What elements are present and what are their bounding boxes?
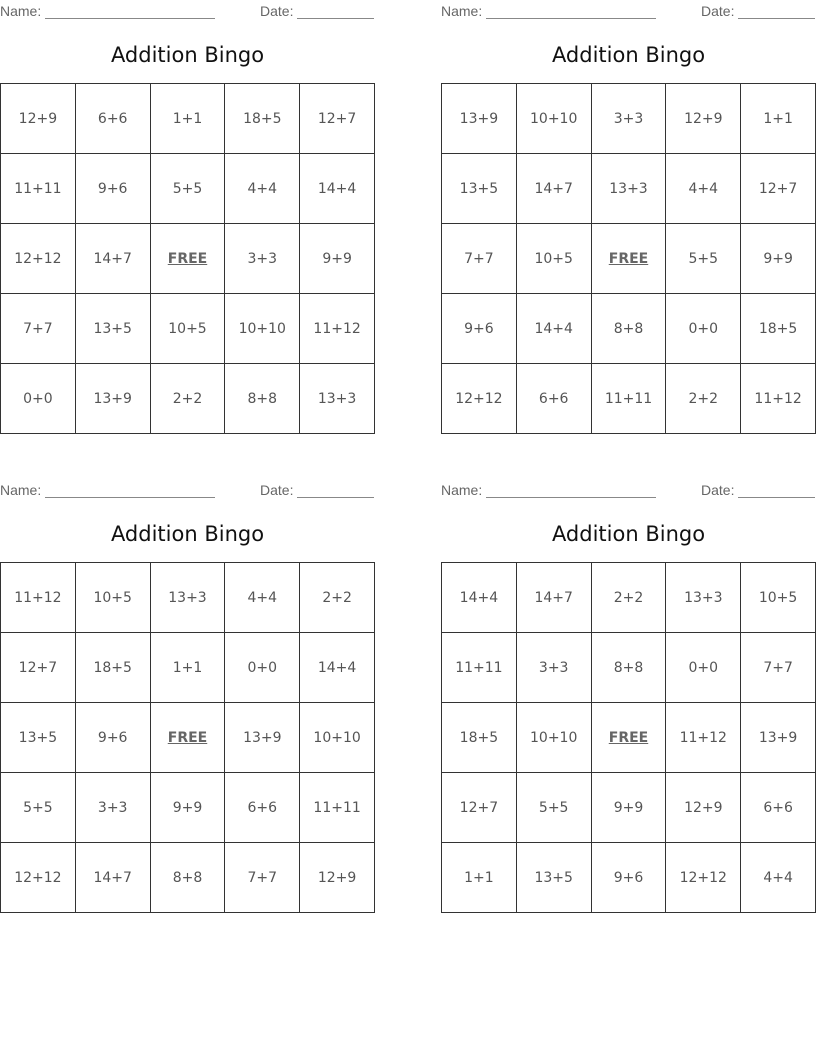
date-blank-line[interactable] (738, 5, 815, 19)
bingo-cell[interactable]: 3+3 (517, 633, 592, 703)
bingo-cell[interactable]: 13+3 (592, 154, 667, 224)
bingo-cell[interactable]: 7+7 (225, 843, 300, 913)
bingo-cell[interactable]: 12+12 (442, 364, 517, 434)
date-blank-line[interactable] (297, 5, 374, 19)
bingo-cell[interactable]: 12+9 (666, 84, 741, 154)
name-field[interactable] (441, 3, 656, 19)
bingo-cell[interactable]: 9+6 (76, 154, 151, 224)
date-label: Date: (701, 482, 735, 498)
name-label: Name: (0, 482, 42, 498)
bingo-cell[interactable]: 8+8 (225, 364, 300, 434)
bingo-cell[interactable]: 1+1 (151, 84, 226, 154)
bingo-cell[interactable]: 5+5 (666, 224, 741, 294)
bingo-cell[interactable]: 10+10 (517, 703, 592, 773)
bingo-cell[interactable]: 13+9 (76, 364, 151, 434)
bingo-cell[interactable]: 13+5 (76, 294, 151, 364)
date-label: Date: (260, 482, 294, 498)
name-blank-line[interactable] (486, 5, 656, 19)
bingo-cell[interactable]: 9+6 (76, 703, 151, 773)
bingo-grid (441, 562, 816, 913)
name-blank-line[interactable] (45, 5, 215, 19)
bingo-cell[interactable]: 11+11 (300, 773, 375, 843)
bingo-cell[interactable]: 4+4 (741, 843, 816, 913)
name-field[interactable] (441, 482, 656, 498)
bingo-cell[interactable]: 6+6 (741, 773, 816, 843)
bingo-cell[interactable]: 11+11 (1, 154, 76, 224)
bingo-card (0, 0, 375, 440)
bingo-cell[interactable]: 6+6 (225, 773, 300, 843)
bingo-cell[interactable]: 7+7 (442, 224, 517, 294)
bingo-cell[interactable]: 14+4 (517, 294, 592, 364)
bingo-cell[interactable]: 3+3 (76, 773, 151, 843)
bingo-cell[interactable]: 11+12 (1, 563, 76, 633)
bingo-cell[interactable]: 7+7 (741, 633, 816, 703)
free-space-cell[interactable]: FREE (151, 703, 226, 773)
name-field[interactable] (0, 3, 215, 19)
date-field[interactable] (701, 482, 815, 498)
bingo-cell[interactable]: 10+10 (517, 84, 592, 154)
bingo-cell[interactable]: 13+5 (1, 703, 76, 773)
bingo-cell[interactable]: 11+12 (666, 703, 741, 773)
bingo-cell[interactable]: 13+9 (741, 703, 816, 773)
bingo-cell[interactable]: 9+9 (151, 773, 226, 843)
bingo-cell[interactable]: 1+1 (741, 84, 816, 154)
bingo-cell[interactable]: 12+7 (1, 633, 76, 703)
bingo-cell[interactable]: 13+9 (225, 703, 300, 773)
bingo-cell[interactable]: 7+7 (1, 294, 76, 364)
bingo-grid (441, 83, 816, 434)
bingo-cell[interactable]: 0+0 (666, 633, 741, 703)
bingo-card (441, 479, 816, 919)
bingo-cell[interactable]: 2+2 (592, 563, 667, 633)
bingo-cell[interactable]: 12+7 (300, 84, 375, 154)
bingo-cell[interactable]: 10+10 (225, 294, 300, 364)
bingo-cell[interactable]: 12+7 (442, 773, 517, 843)
bingo-cell[interactable]: 1+1 (151, 633, 226, 703)
bingo-cell[interactable]: 12+12 (1, 843, 76, 913)
name-date-line (0, 482, 375, 498)
bingo-cell[interactable]: 3+3 (592, 84, 667, 154)
bingo-cell[interactable]: 9+6 (442, 294, 517, 364)
card-title: Addition Bingo (551, 522, 706, 546)
bingo-grid (0, 83, 375, 434)
bingo-cell[interactable]: 4+4 (666, 154, 741, 224)
bingo-cell[interactable]: 10+5 (741, 563, 816, 633)
bingo-cell[interactable]: 9+9 (592, 773, 667, 843)
card-title: Addition Bingo (110, 43, 265, 67)
bingo-cell[interactable]: 9+6 (592, 843, 667, 913)
name-blank-line[interactable] (45, 484, 215, 498)
name-date-line (441, 3, 816, 19)
free-space-cell[interactable]: FREE (151, 224, 226, 294)
bingo-cell[interactable]: 0+0 (666, 294, 741, 364)
bingo-cell[interactable]: 10+10 (300, 703, 375, 773)
name-blank-line[interactable] (486, 484, 656, 498)
bingo-cell[interactable]: 14+4 (300, 633, 375, 703)
date-blank-line[interactable] (738, 484, 815, 498)
bingo-cell[interactable]: 9+9 (741, 224, 816, 294)
bingo-cell[interactable]: 1+1 (442, 843, 517, 913)
bingo-cell[interactable]: 10+5 (76, 563, 151, 633)
bingo-cell[interactable]: 13+3 (151, 563, 226, 633)
bingo-cell[interactable]: 9+9 (300, 224, 375, 294)
name-date-line (0, 3, 375, 19)
bingo-card (441, 0, 816, 440)
bingo-cell[interactable]: 18+5 (442, 703, 517, 773)
bingo-cell[interactable]: 12+9 (1, 84, 76, 154)
date-field[interactable] (260, 482, 374, 498)
name-label: Name: (0, 3, 42, 19)
name-label: Name: (441, 3, 483, 19)
bingo-cell[interactable]: 11+12 (741, 364, 816, 434)
bingo-cell[interactable]: 8+8 (592, 633, 667, 703)
bingo-cell[interactable]: 14+4 (300, 154, 375, 224)
date-blank-line[interactable] (297, 484, 374, 498)
bingo-cell[interactable]: 5+5 (1, 773, 76, 843)
date-label: Date: (260, 3, 294, 19)
bingo-cell[interactable]: 14+7 (517, 563, 592, 633)
bingo-cell[interactable]: 13+5 (517, 843, 592, 913)
bingo-cell[interactable]: 14+4 (442, 563, 517, 633)
bingo-cell[interactable]: 14+7 (76, 224, 151, 294)
bingo-grid (0, 562, 375, 913)
bingo-cell[interactable]: 12+12 (1, 224, 76, 294)
bingo-cell[interactable]: 13+9 (442, 84, 517, 154)
bingo-cell[interactable]: 13+5 (442, 154, 517, 224)
card-title: Addition Bingo (551, 43, 706, 67)
bingo-cell[interactable]: 4+4 (225, 154, 300, 224)
bingo-cell[interactable]: 14+7 (517, 154, 592, 224)
bingo-cell[interactable]: 12+9 (300, 843, 375, 913)
bingo-cell[interactable]: 12+9 (666, 773, 741, 843)
bingo-cell[interactable]: 12+12 (666, 843, 741, 913)
date-field[interactable] (260, 3, 374, 19)
bingo-cell[interactable]: 2+2 (666, 364, 741, 434)
bingo-cell[interactable]: 3+3 (225, 224, 300, 294)
name-label: Name: (441, 482, 483, 498)
bingo-cell[interactable]: 18+5 (76, 633, 151, 703)
bingo-card (0, 479, 375, 919)
bingo-cell[interactable]: 11+11 (442, 633, 517, 703)
free-space-cell[interactable]: FREE (592, 703, 667, 773)
bingo-cell[interactable]: 18+5 (225, 84, 300, 154)
bingo-cell[interactable]: 10+5 (151, 294, 226, 364)
bingo-cell[interactable]: 18+5 (741, 294, 816, 364)
bingo-cell[interactable]: 11+11 (592, 364, 667, 434)
free-space-cell[interactable]: FREE (592, 224, 667, 294)
card-title: Addition Bingo (110, 522, 265, 546)
bingo-cell[interactable]: 10+5 (517, 224, 592, 294)
bingo-cell[interactable]: 12+7 (741, 154, 816, 224)
bingo-cell[interactable]: 5+5 (517, 773, 592, 843)
bingo-cell[interactable]: 0+0 (1, 364, 76, 434)
bingo-cell[interactable]: 14+7 (76, 843, 151, 913)
bingo-cell[interactable]: 13+3 (300, 364, 375, 434)
name-date-line (441, 482, 816, 498)
bingo-cell[interactable]: 2+2 (151, 364, 226, 434)
bingo-cell[interactable]: 6+6 (517, 364, 592, 434)
bingo-cell[interactable]: 8+8 (151, 843, 226, 913)
bingo-cell[interactable]: 6+6 (76, 84, 151, 154)
bingo-cell[interactable]: 2+2 (300, 563, 375, 633)
bingo-cell[interactable]: 0+0 (225, 633, 300, 703)
name-field[interactable] (0, 482, 215, 498)
bingo-cell[interactable]: 5+5 (151, 154, 226, 224)
bingo-cell[interactable]: 13+3 (666, 563, 741, 633)
date-field[interactable] (701, 3, 815, 19)
date-label: Date: (701, 3, 735, 19)
bingo-cell[interactable]: 8+8 (592, 294, 667, 364)
bingo-cell[interactable]: 4+4 (225, 563, 300, 633)
bingo-cell[interactable]: 11+12 (300, 294, 375, 364)
